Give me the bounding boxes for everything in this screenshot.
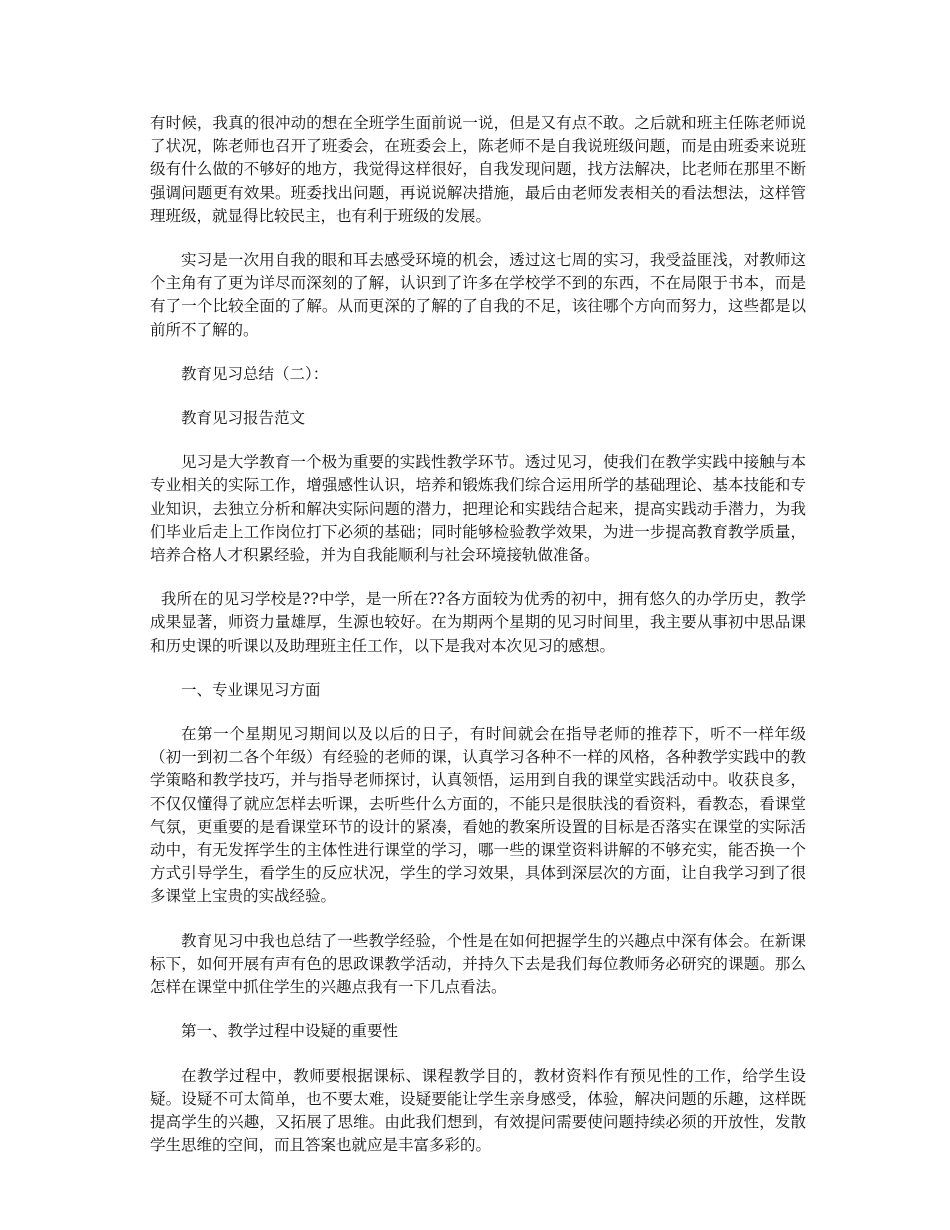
section-heading-questioning: 第一、教学过程中设疑的重要性: [181, 1022, 399, 1041]
section-heading-professional: 一、专业课见习方面: [181, 680, 321, 699]
section-title-summary-two: 教育见习总结（二）：: [181, 364, 329, 383]
paragraph-school: 我所在的见习学校是??中学，是一所在??各方面较为优秀的初中，拥有悠久的办学历史，教学成果显著，师资力量雄厚，生源也较好。在为期两个星期的见习时间里，我主要从事初中思品课和历史课的听课以及助理班主任工作，以下是我对本次见习的感想。: [150, 590, 806, 655]
paragraph-observation: 在第一个星期见习期间以及以后的日子，有时间就会在指导老师的推荐下，听不一样年级（初一到初二各个年级）有经验的老师的课，认真学习各种不一样的风格，各种教学实践中的教学策略和教学技巧，并与指导老师探讨，认真领悟，运用到自我的课堂实践活动中。收获良多，不仅仅懂得了就应怎样去听课，去听些什么方面的，不能只是很肤浅的看资料，看教态，看课堂气氛，更重要的是看课堂环节的设计的紧凑，看她的教案所设置的目标是否落实在课堂的实际活动中，有无发挥学生的主体性进行课堂的学习，哪一些的课堂资料讲解的不够充实，能否换一个方式引导学生，看学生的反应状况，学生的学习效果，具体到深层次的方面，让自我学习到了很多课堂上宝贵的实战经验。: [150, 725, 806, 906]
paragraph-continued: 有时候，我真的很冲动的想在全班学生面前说一说，但是又有点不敢。之后就和班主任陈老师说了状况，陈老师也召开了班委会，在班委会上，陈老师不是自我说班级问题，而是由班委来说班级有什么做的不够好的地方，我觉得这样很好，自我发现问题，找方法解决，比老师在那里不断强调问题更有效果。班委找出问题，再说说解决措施，最后由老师发表相关的看法想法，这样管理班级，就显得比较民主，也有利于班级的发展。: [150, 114, 806, 225]
paragraph-questioning: 在教学过程中，教师要根据课标、课程教学目的，教材资料作有预见性的工作，给学生设疑。设疑不可太简单，也不要太难，设疑要能让学生亲身感受，体验，解决问题的乐趣，这样既提高学生的兴趣，又拓展了思维。由此我们想到，有效提问需要使问题持续必须的开放性，发散学生思维的空间，而且答案也就应是丰富多彩的。: [150, 1066, 806, 1155]
paragraph-experience: 教育见习中我也总结了一些教学经验，个性是在如何把握学生的兴趣点中深有体会。在新课标下，如何开展有声有色的思政课教学活动，并持久下去是我们每位教师务必研究的课题。那么怎样在课堂中抓住学生的兴趣点我有一下几点看法。: [150, 931, 806, 997]
paragraph-intro: 见习是大学教育一个极为重要的实践性教学环节。透过见习，使我们在教学实践中接触与本专业相关的实际工作，增强感性认识，培养和锻炼我们综合运用所学的基础理论、基本技能和专业知识，去独立分析和解决实际问题的潜力，把理论和实践结合起来，提高实践动手潜力，为我们毕业后走上工作岗位打下必须的基础；同时能够检验教学效果，为进一步提高教育教学质量，培养合格人才积累经验，并为自我能顺利与社会环境接轨做准备。: [150, 453, 806, 565]
paragraph-internship-reflection: 实习是一次用自我的眼和耳去感受环境的机会，透过这七周的实习，我受益匪浅，对教师这个主角有了更为详尽而深刻的了解，认识到了许多在学校学不到的东西，不在局限于书本，而是有了一个比较全面的了解。从而更深的了解的了自我的不足，该往哪个方向而努力，这些都是以前所不了解的。: [150, 251, 806, 339]
section-title-report-sample: 教育见习报告范文: [181, 409, 306, 428]
document-body: [150, 112, 806, 1178]
